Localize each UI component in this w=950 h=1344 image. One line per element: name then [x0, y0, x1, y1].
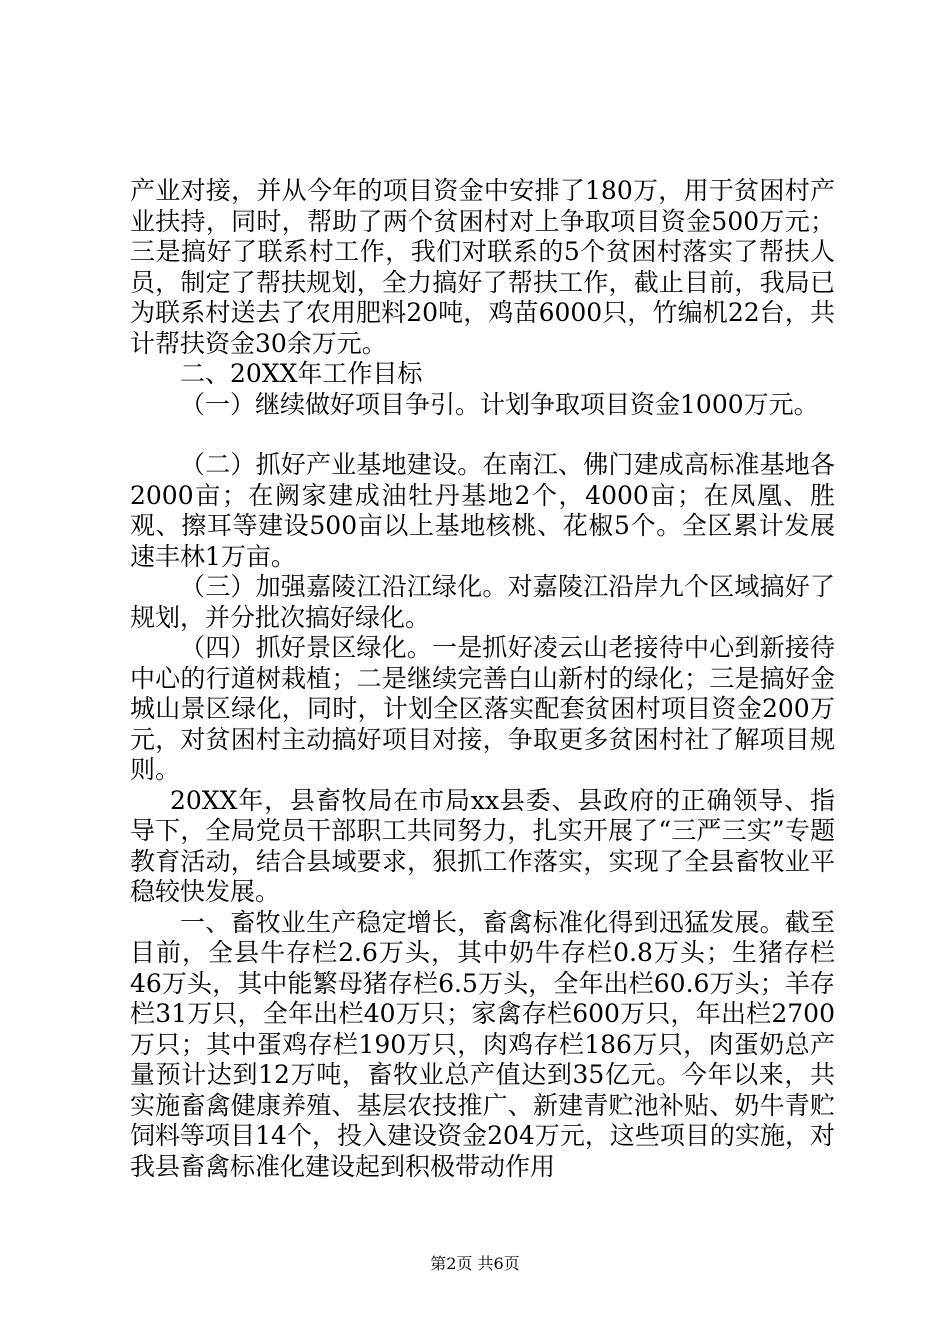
body-text	[130, 176, 835, 1182]
heading-work-goals: 二、20XX年工作目标	[180, 359, 423, 388]
paragraph-goal-2: （二）抓好产业基地建设。在南江、佛门建成高标准基地各2000亩；在阙家建成油牡丹基地2个，4000亩；在凤凰、胜观、擦耳等建设500亩以上基地核桃、花椒5个。全区累计发展速丰林1万亩。	[130, 450, 835, 571]
paragraph-goal-3: （三）加强嘉陵江沿江绿化。对嘉陵江沿岸九个区域搞好了规划，并分批次搞好绿化。	[130, 572, 835, 632]
paragraph-livestock-intro: 20XX年，县畜牧局在市局xx县委、县政府的正确领导、指导下，全局党员干部职工共同努力，扎实开展了“三严三实”专题教育活动，结合县域要求，狠抓工作落实，实现了全县畜牧业平稳较快发展。	[130, 785, 835, 906]
paragraph-goal-4: （四）抓好景区绿化。一是抓好凌云山老接待中心到新接待中心的行道树栽植；二是继续完善白山新村的绿化；三是搞好金城山景区绿化，同时，计划全区落实配套贫困村项目资金200万元，对贫困村主动搞好项目对接，争取更多贫困村社了解项目规则。	[130, 633, 835, 784]
paragraph-goal-1: （一）继续做好项目争引。计划争取项目资金1000万元。	[180, 389, 819, 419]
paragraph-poverty-support: 产业对接，并从今年的项目资金中安排了180万，用于贫困村产业扶持，同时，帮助了两个贫困村对上争取项目资金500万元；三是搞好了联系村工作，我们对联系的5个贫困村落实了帮扶人员，制定了帮扶规划，全力搞好了帮扶工作，截止目前，我局已为联系村送去了农用肥料20吨，鸡苗6000只，竹编机22台，共计帮扶资金30余万元。	[130, 176, 835, 358]
paragraph-livestock-production: 一、畜牧业生产稳定增长，畜禽标准化得到迅猛发展。截至目前，全县牛存栏2.6万头，其中奶牛存栏0.8万头；生猪存栏46万头，其中能繁母猪存栏6.5万头，全年出栏60.6万头；羊存栏31万只，全年出栏40万只；家禽存栏600万只，年出栏2700万只；其中蛋鸡存栏190万只，肉鸡存栏186万只，肉蛋奶总产量预计达到12万吨，畜牧业总产值达到35亿元。今年以来，共实施畜禽健康养殖、基层农技推广、新建青贮池补贴、奶牛青贮饲料等项目14个，投入建设资金204万元，这些项目的实施，对我县畜禽标准化建设起到积极带动作用	[130, 907, 835, 1181]
page-number: 第2页 共6页	[430, 1254, 520, 1273]
